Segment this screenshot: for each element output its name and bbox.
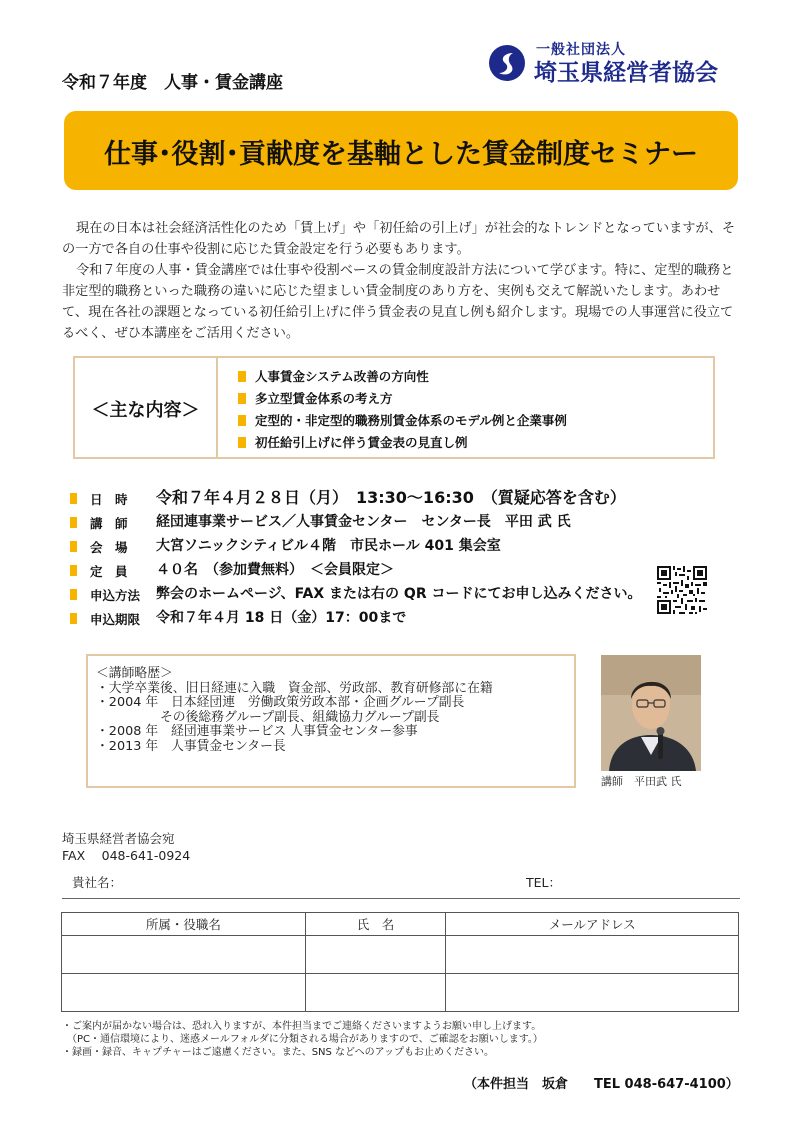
column-header-email: メールアドレス xyxy=(446,913,739,936)
intro-paragraph: 現在の日本は社会経済活性化のため「賃上げ」や「初任給の引上げ」が社会的なトレンドとなっていますが、その一方で各自の仕事や役割に応じた賃金設定を行う必要もあります。 xyxy=(62,221,736,257)
list-item xyxy=(238,366,567,388)
table-row xyxy=(62,936,739,974)
notes xyxy=(62,1020,543,1059)
email-cell[interactable] xyxy=(446,974,739,1012)
list-item-text: 初任給引上げに伴う賃金表の見直し例 xyxy=(255,435,468,450)
detail-value: 弊会のホームページ、FAX または右の QR コードにてお申し込みください。 xyxy=(156,586,642,602)
square-bullet-icon xyxy=(70,541,77,552)
bio-line: ・2004 年 日本経団連 労働政策労政本部・企画グループ副長 xyxy=(96,695,465,710)
square-bullet-icon xyxy=(70,517,77,528)
detail-value: 令和７年４月２８日（月） 13:30～16:30 （質疑応答を含む） xyxy=(156,488,626,507)
list-item xyxy=(238,388,567,410)
table-header-row xyxy=(62,913,739,936)
contents-label-cell xyxy=(75,358,218,457)
detail-label: 会 場 xyxy=(90,540,128,555)
lecturer-photo xyxy=(601,655,701,771)
list-item-text: 人事賃金システム改善の方向性 xyxy=(255,369,429,384)
list-item-text: 多立型賃金体系の考え方 xyxy=(255,391,393,406)
application-form-table xyxy=(61,912,739,1012)
bio-text xyxy=(96,667,493,754)
square-bullet-icon xyxy=(238,371,246,382)
detail-value: 令和７年４月 18 日（金）17：00まで xyxy=(156,610,407,626)
bio-line: ・大学卒業後、旧日経連に入職 資金部、労政部、教育研修部に在籍 xyxy=(96,680,493,696)
column-header-affiliation: 所属・役職名 xyxy=(62,913,306,936)
fax-address xyxy=(62,830,190,864)
note-line: ・録画・録音、キャプチャーはご遠慮ください。また、SNS などへのアップもお止めください。 xyxy=(62,1047,494,1058)
affiliation-cell[interactable] xyxy=(62,974,306,1012)
detail-label: 日 時 xyxy=(90,492,128,507)
lecturer-bio-box xyxy=(86,654,576,788)
bio-line: その後総務グループ副長、組織協力グループ副長 xyxy=(96,709,440,725)
logo-org-name: 埼玉県経営者協会 xyxy=(534,60,718,86)
detail-label: 申込期限 xyxy=(90,612,141,627)
bio-heading: ＜講師略歴＞ xyxy=(96,666,173,681)
logo-small-text: 一般社団法人 xyxy=(536,42,626,58)
seminar-title: 仕事･役割･貢献度を基軸とした賃金制度セミナー xyxy=(104,139,698,170)
intro-paragraph: 令和７年度の人事・賃金講座では仕事や役割ベースの賃金制度設計方法について学びます。特に、定型的職務と非定型的職務といった職務の違いに応じた望ましい賃金制度のあり方を、実例も交えて解説いたします。あわせて、現在各社の課題となっている初任給引上げに伴う賃金表の見直し例も紹介します。現場での人事運営に役立てるべく、ぜひ本講座をご活用ください。 xyxy=(62,263,734,341)
detail-value: 経団連事業サービス／人事賃金センター センター長 平田 武 氏 xyxy=(156,514,571,530)
tel-label: TEL： xyxy=(526,875,561,890)
square-bullet-icon xyxy=(238,415,246,426)
fax-number: FAX 048-641-0924 xyxy=(62,848,191,863)
name-cell[interactable] xyxy=(305,936,446,974)
list-item xyxy=(238,410,567,432)
main-contents-box xyxy=(73,356,715,459)
detail-label: 講 師 xyxy=(90,516,128,531)
list-item xyxy=(238,432,567,454)
detail-label: 定 員 xyxy=(90,564,128,579)
detail-value: ４０名 （参加費無料） ＜会員限定＞ xyxy=(156,562,394,578)
square-bullet-icon xyxy=(70,565,77,576)
detail-label: 申込方法 xyxy=(90,588,141,603)
company-name-label: 貴社名： xyxy=(72,875,123,890)
contents-label: ＜主な内容＞ xyxy=(91,400,200,421)
organization-logo xyxy=(488,42,748,86)
square-bullet-icon xyxy=(70,613,77,624)
series-heading: 令和７年度 人事・賃金講座 xyxy=(62,73,283,93)
addressee: 埼玉県経営者協会宛 xyxy=(62,831,175,846)
company-name-line xyxy=(62,898,740,899)
bio-line: ・2013 年 人事賃金センター長 xyxy=(96,738,286,754)
square-bullet-icon xyxy=(70,589,77,600)
square-bullet-icon xyxy=(238,393,246,404)
contents-list xyxy=(238,366,567,454)
note-line: ・ご案内が届かない場合は、恐れ入りますが、本件担当までご連絡くださいますようお願い申し上げます。 xyxy=(62,1021,542,1032)
square-bullet-icon xyxy=(70,493,77,504)
list-item-text: 定型的・非定型的職務別賃金体系のモデル例と企業事例 xyxy=(255,413,567,428)
detail-value: 大宮ソニックシティビル４階 市民ホール 401 集会室 xyxy=(156,538,501,554)
affiliation-cell[interactable] xyxy=(62,936,306,974)
name-cell[interactable] xyxy=(305,974,446,1012)
photo-caption: 講師 平田武 氏 xyxy=(601,775,682,788)
bio-line: ・2008 年 経団連事業サービス 人事賃金センター参事 xyxy=(96,724,418,739)
qr-code-icon[interactable] xyxy=(657,566,707,614)
email-cell[interactable] xyxy=(446,936,739,974)
column-header-name: 氏 名 xyxy=(305,913,446,936)
title-banner xyxy=(64,111,738,190)
table-row xyxy=(62,974,739,1012)
note-line: （PC・通信環境により、迷惑メールフォルダに分類される場合がありますので、ご確認をお願いします。） xyxy=(62,1034,543,1045)
logo-mark-icon xyxy=(488,44,526,82)
square-bullet-icon xyxy=(238,437,246,448)
contact-info: （本件担当 坂倉 TEL 048-647-4100） xyxy=(464,1077,739,1092)
intro-text xyxy=(62,218,744,344)
